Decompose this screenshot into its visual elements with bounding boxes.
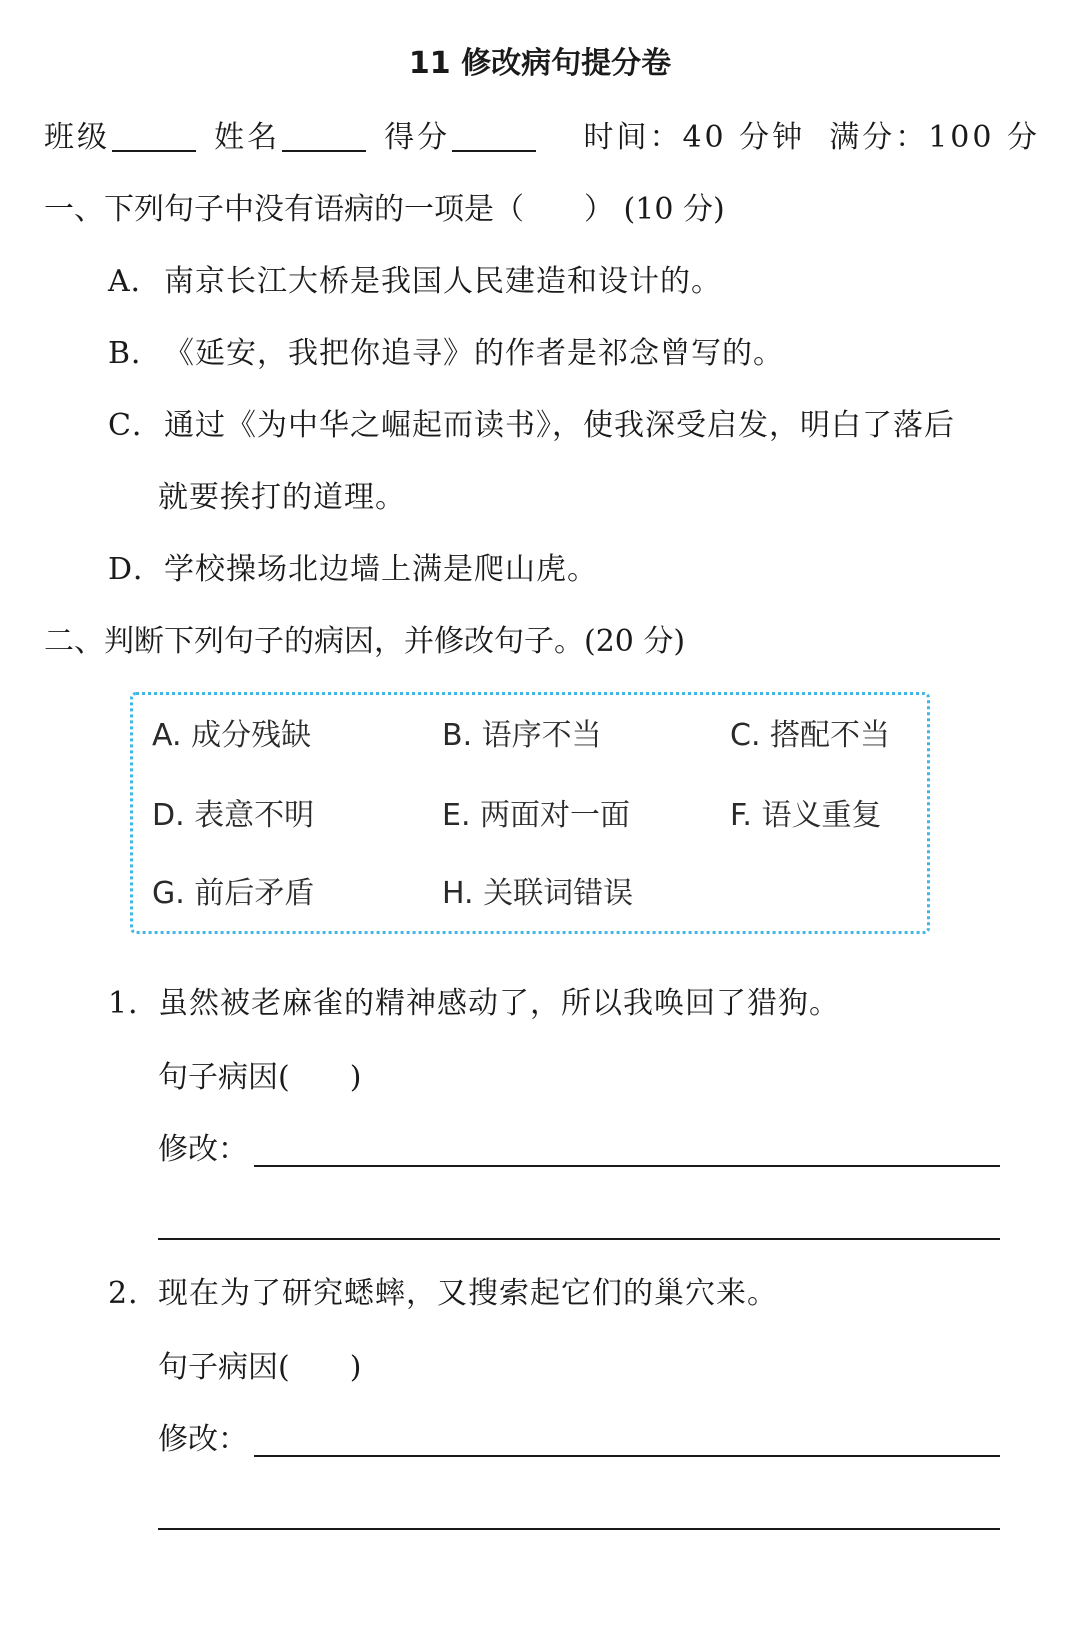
option-c-continuation: 就要挨打的道理。 [158,480,406,515]
option-d [108,550,598,590]
option-letter: C． [108,408,163,443]
cause-option-f: F. 语义重复 [730,798,882,833]
section-2-heading [44,622,685,662]
name-label: 姓名 [214,120,281,155]
class-blank[interactable] [112,149,196,152]
question-1-answer-line-2[interactable] [158,1238,1000,1240]
option-letter: D． [108,552,165,587]
cause-close: ) [349,1060,362,1095]
option-letter: A． [108,264,162,299]
cause-label: 句子病因( [158,1350,290,1385]
question-1-cause [158,1058,361,1098]
question-1 [108,984,840,1024]
section-1-heading [44,190,725,230]
cause-option-b: B. 语序不当 [442,718,602,753]
cause-option-h: H. 关联词错误 [442,876,634,911]
question-2-fix-label: 修改： [158,1422,248,1457]
score-label: 得分 [384,120,451,155]
cause-option-g: G. 前后矛盾 [152,876,315,911]
question-text: 虽然被老麻雀的精神感动了，所以我唤回了猎狗。 [158,986,840,1021]
option-a [108,262,722,302]
question-number: 1． [108,986,160,1021]
cause-close: ) [349,1350,362,1385]
time-limit: 时间：40 分钟 [583,120,806,155]
option-text: 学校操场北边墙上满是爬山虎。 [164,552,598,587]
name-blank[interactable] [282,149,366,152]
section-1-points: (10 分) [623,192,725,227]
question-number: 2． [108,1276,160,1311]
cause-option-c: C. 搭配不当 [730,718,891,753]
cause-option-e: E. 两面对一面 [442,798,631,833]
question-2-answer-line-2[interactable] [158,1528,1000,1530]
question-1-fix-label: 修改： [158,1132,248,1167]
full-score: 满分：100 分 [829,120,1040,155]
question-1-answer-line-1[interactable] [254,1165,1000,1167]
option-text: 通过《为中华之崛起而读书》，使我深受启发，明白了落后 [164,408,955,443]
cause-option-d: D. 表意不明 [152,798,315,833]
option-letter: B． [108,336,163,371]
question-2-answer-line-1[interactable] [254,1455,1000,1457]
cause-label: 句子病因( [158,1060,290,1095]
question-text: 现在为了研究蟋蟀，又搜索起它们的巢穴来。 [158,1276,778,1311]
section-2-question: 二、判断下列句子的病因，并修改句子。 [44,624,584,659]
option-text: 南京长江大桥是我国人民建造和设计的。 [164,264,722,299]
question-2 [108,1274,778,1314]
section-1-question: 一、下列句子中没有语病的一项是（ ） [44,192,614,227]
question-2-cause [158,1348,361,1388]
page-title: 11 修改病句提分卷 [408,46,672,81]
option-text: 《延安，我把你追寻》的作者是祁念曾写的。 [164,336,784,371]
option-b [108,334,784,374]
section-2-points: (20 分) [584,624,686,659]
option-c [108,406,955,446]
cause-option-a: A. 成分残缺 [152,718,312,753]
score-blank[interactable] [452,149,536,152]
class-label: 班级 [44,120,110,155]
student-info-row [44,118,1040,158]
